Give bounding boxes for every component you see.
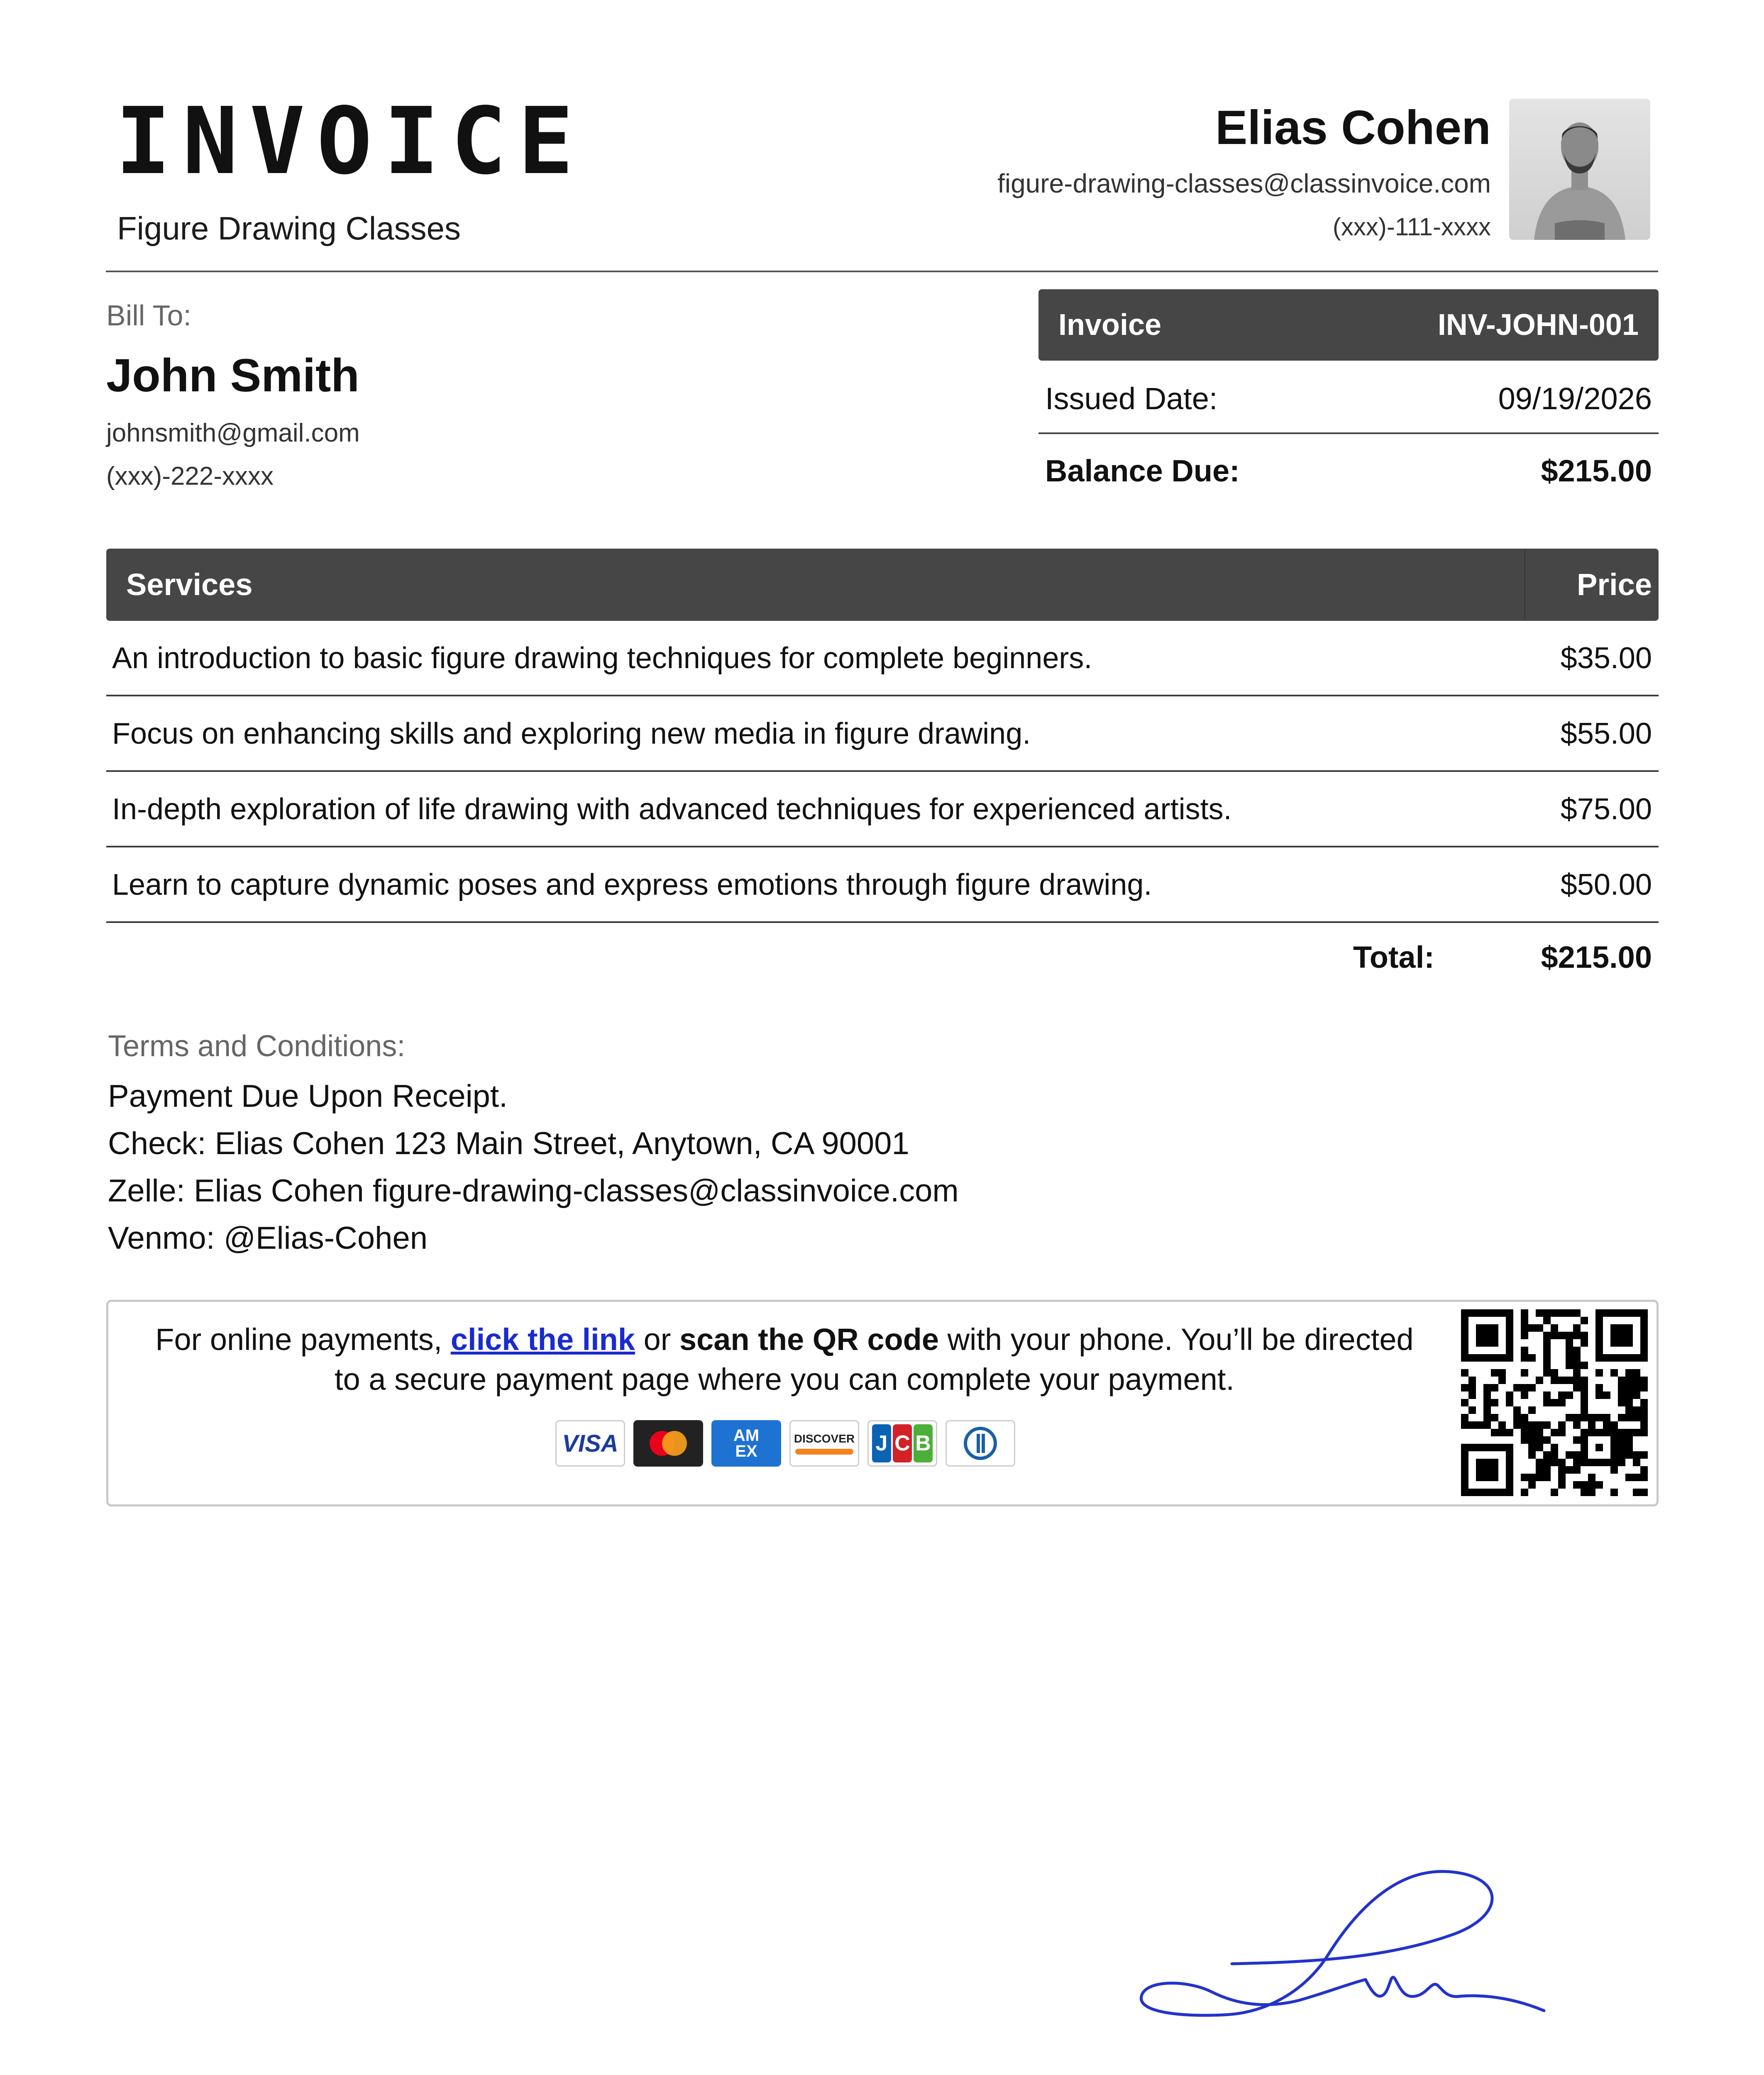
jcb-icon: J C B [867, 1420, 937, 1467]
invoice-number-bar [1038, 289, 1659, 361]
amex-label: AM EX [733, 1426, 760, 1460]
amex-icon [711, 1420, 781, 1467]
service-description: In-depth exploration of life drawing with advanced techniques for experienced artists. [112, 793, 1232, 826]
table-row [106, 848, 1659, 923]
service-price: $50.00 [1560, 868, 1652, 901]
table-row [106, 622, 1659, 696]
signature-icon [1133, 1855, 1573, 2042]
terms-line: Payment Due Upon Receipt. [108, 1079, 508, 1114]
client-email: johnsmith@gmail.com [106, 419, 360, 447]
balance-due-row [1038, 436, 1659, 505]
service-price: $35.00 [1560, 642, 1652, 675]
client-name: John Smith [106, 349, 359, 401]
discover-icon [789, 1420, 859, 1467]
visa-label: VISA [562, 1430, 618, 1457]
issued-date-value: 09/19/2026 [1498, 381, 1652, 416]
business-subtitle: Figure Drawing Classes [117, 210, 461, 247]
terms-line: Check: Elias Cohen 123 Main Street, Anytown, CA 90001 [108, 1126, 909, 1161]
balance-due-value: $215.00 [1541, 453, 1652, 488]
discover-label: DISCOVER [794, 1432, 855, 1445]
header-divider [106, 271, 1658, 272]
bill-to-label: Bill To: [106, 299, 191, 332]
price-column-header: Price [1576, 567, 1652, 602]
table-row [106, 773, 1659, 847]
terms-label: Terms and Conditions: [108, 1030, 406, 1063]
payment-text: or [635, 1322, 679, 1357]
invoice-number: INV-JOHN-001 [1437, 308, 1639, 342]
payment-link[interactable]: click the link [450, 1322, 635, 1357]
payment-text: with your phone. You’ll be directed [939, 1322, 1414, 1357]
accepted-cards [555, 1420, 1015, 1467]
terms-line: Zelle: Elias Cohen figure-drawing-classes@classinvoice.com [108, 1173, 959, 1208]
seller-phone: (xxx)-111-xxxx [1332, 213, 1491, 241]
issued-date-label: Issued Date: [1045, 381, 1218, 416]
service-description: Focus on enhancing skills and exploring new media in figure drawing. [112, 717, 1031, 750]
service-description: An introduction to basic figure drawing techniques for complete beginners. [112, 642, 1092, 675]
terms-line: Venmo: @Elias-Cohen [108, 1221, 428, 1256]
qr-code-icon[interactable] [1461, 1309, 1648, 1496]
invoice-label: Invoice [1058, 308, 1162, 342]
issued-date-row [1038, 364, 1659, 434]
person-photo-icon [1509, 99, 1650, 240]
scan-qr-text: scan the QR code [679, 1322, 939, 1357]
table-row [106, 697, 1659, 772]
seller-name: Elias Cohen [1215, 100, 1491, 154]
payment-text: For online payments, [155, 1322, 451, 1357]
header-separator [1524, 549, 1525, 621]
seller-email: figure-drawing-classes@classinvoice.com [997, 168, 1491, 198]
service-price: $55.00 [1560, 717, 1652, 750]
client-phone: (xxx)-222-xxxx [106, 462, 274, 491]
diners-club-icon [946, 1420, 1015, 1467]
invoice-title: INVOICE [115, 88, 585, 195]
payment-text: to a secure payment page where you can complete your payment. [335, 1362, 1234, 1396]
visa-icon [555, 1420, 625, 1467]
total-value: $215.00 [1541, 940, 1652, 974]
service-description: Learn to capture dynamic poses and express emotions through figure drawing. [112, 868, 1152, 901]
mastercard-icon [633, 1420, 703, 1467]
total-label: Total: [1353, 940, 1434, 974]
balance-due-label: Balance Due: [1045, 453, 1240, 488]
services-column-header: Services [126, 567, 253, 602]
services-table-header [106, 549, 1659, 621]
payment-instructions [125, 1320, 1444, 1399]
service-price: $75.00 [1560, 793, 1652, 826]
